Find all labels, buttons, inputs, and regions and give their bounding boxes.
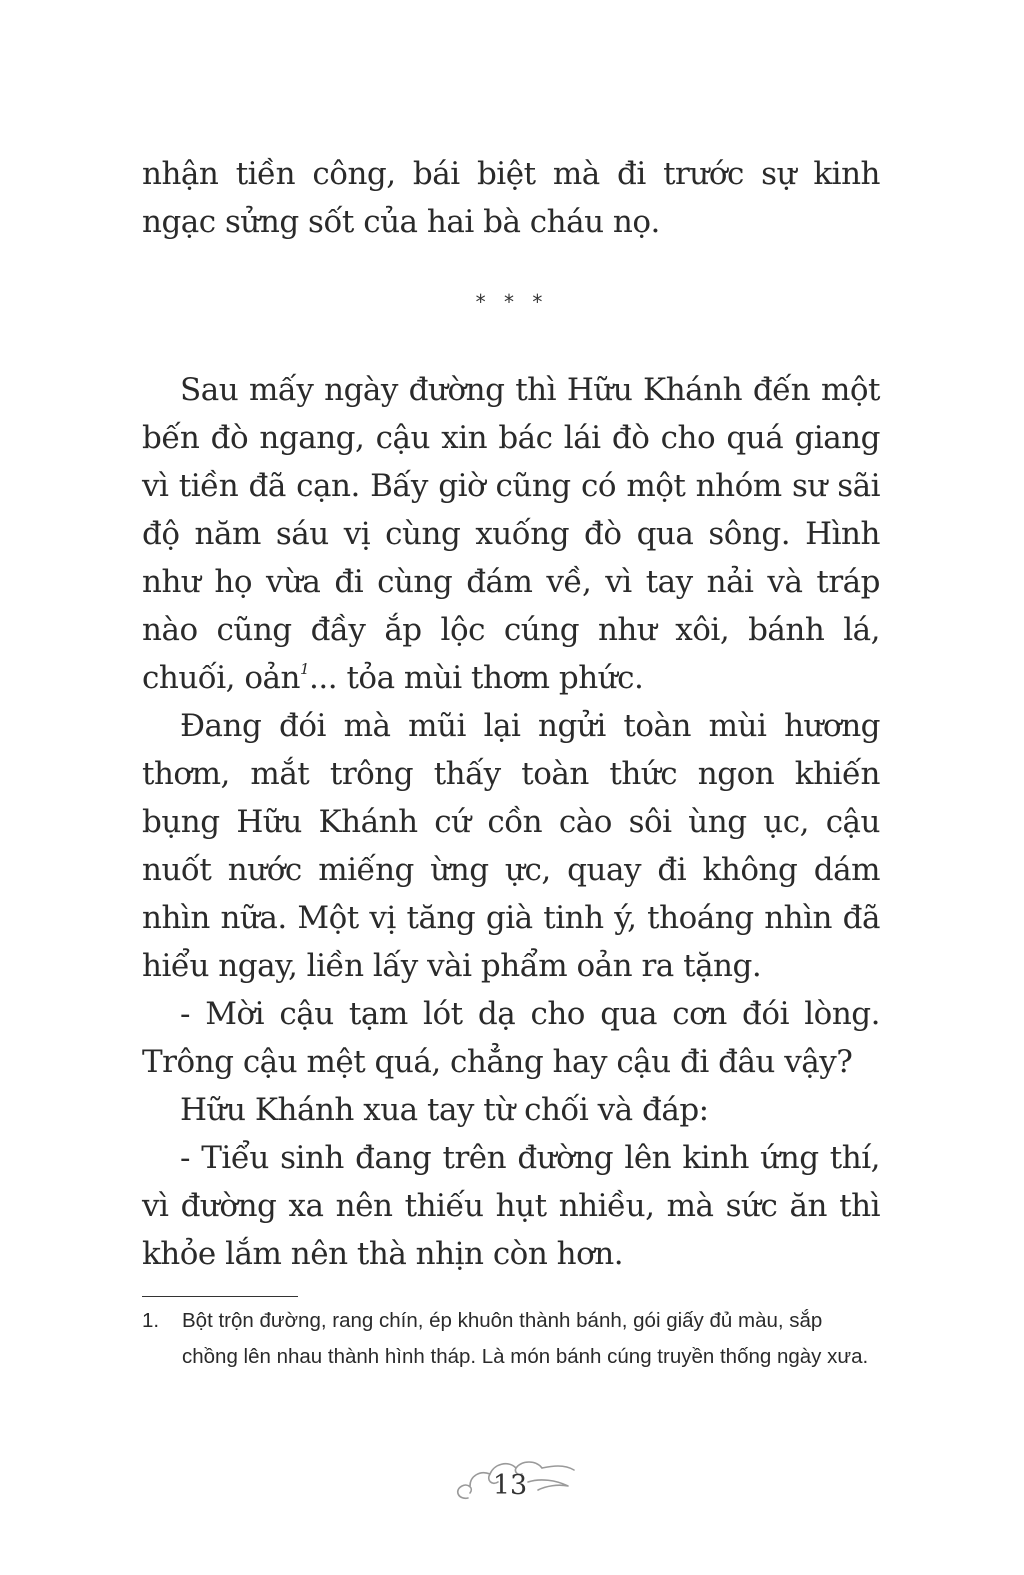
paragraph-1 xyxy=(142,366,880,702)
page-number: 13 xyxy=(492,1470,528,1501)
paragraph-3: - Mời cậu tạm lót dạ cho qua cơn đói lòng. Trông cậu mệt quá, chẳng hay cậu đi đâu vậy? xyxy=(142,996,880,1080)
footnote-reference: 1 xyxy=(300,660,310,678)
footnote xyxy=(142,1303,880,1375)
footnote-text: Bột trộn đường, rang chín, ép khuôn thành bánh, gói giấy đủ màu, sắp chồng lên nhau thành hình tháp. Là món bánh cúng truyền thống ngày xưa. xyxy=(182,1309,869,1368)
paragraph-1-text: Sau mấy ngày đường thì Hữu Khánh đến một bến đò ngang, cậu xin bác lái đò cho quá giang vì tiền đã cạn. Bấy giờ cũng có một nhóm sư sãi độ năm sáu vị cùng xuống đò qua sông. Hình như họ vừa đi cùng đám về, vì tay nải và tráp nào cũng đầy ắp lộc cúng như xôi, bánh lá, chuối, oản xyxy=(142,372,880,696)
footnote-divider xyxy=(142,1296,298,1297)
footnote-number: 1. xyxy=(142,1309,160,1332)
paragraph-5: - Tiểu sinh đang trên đường lên kinh ứng thí, vì đường xa nên thiếu hụt nhiều, mà sức ăn thì khỏe lắm nên thà nhịn còn hơn. xyxy=(142,1140,880,1272)
paragraph-2: Đang đói mà mũi lại ngửi toàn mùi hương thơm, mắt trông thấy toàn thức ngon khiến bụng Hữu Khánh cứ cồn cào sôi ùng ục, cậu nuốt nước miếng ừng ực, quay đi không dám nhìn nữa. Một vị tăng già tinh ý, thoáng nhìn đã hiểu ngay, liền lấy vài phẩm oản ra tặng. xyxy=(142,708,880,984)
paragraph-4: Hữu Khánh xua tay từ chối và đáp: xyxy=(180,1092,709,1128)
continuation-text: nhận tiền công, bái biệt mà đi trước sự kinh ngạc sửng sốt của hai bà cháu nọ. xyxy=(142,156,880,240)
continuation-paragraph xyxy=(142,150,880,246)
main-text xyxy=(142,366,880,1278)
paragraph-1-tail: ... tỏa mùi thơm phức. xyxy=(309,660,644,696)
page-number-ornament xyxy=(440,1440,590,1510)
section-separator: * * * xyxy=(475,290,549,314)
